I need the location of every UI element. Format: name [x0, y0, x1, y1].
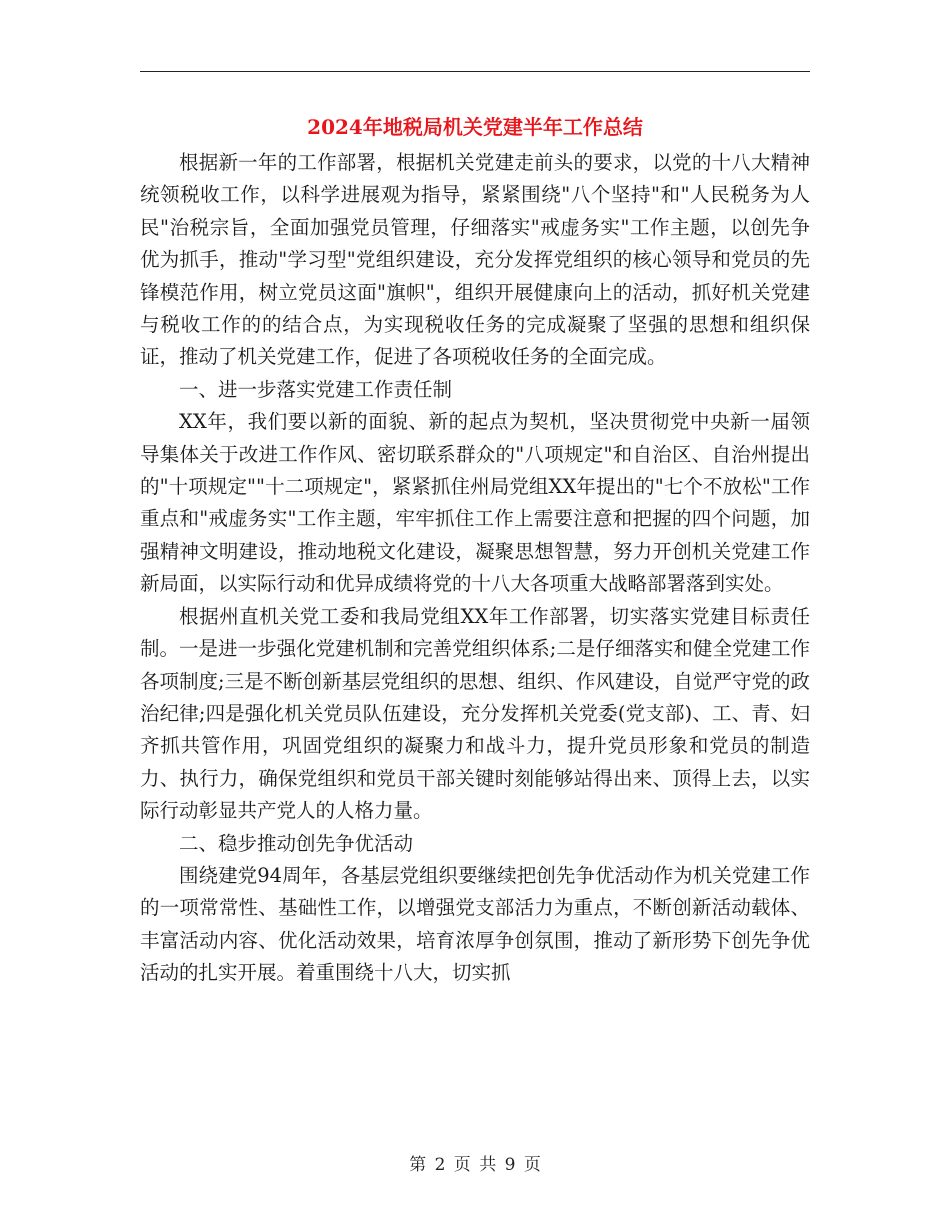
paragraph-section1-a: XX年，我们要以新的面貌、新的起点为契机，坚决贯彻党中央新一届领导集体关于改进工作作风、密切联系群众的"八项规定"和自治区、自治州提出的"十项规定""十二项规定"，紧紧抓住州局党组XX年提出的"七个不放松"工作重点和"戒虚务实"工作主题，牢牢抓住工作上需要注意和把握的四个问题，加强精神文明建设，推动地税文化建设，凝聚思想智慧，努力开创机关党建工作新局面，以实际行动和优异成绩将党的十八大各项重大战略部署落到实处。 — [140, 410, 810, 596]
document-body — [140, 147, 810, 990]
page-number-footer: 第 2 页 共 9 页 — [409, 1155, 541, 1175]
document-title: 2024年地税局机关党建半年工作总结 — [307, 115, 643, 139]
header-rule — [140, 71, 810, 72]
paragraph-section1-b: 根据州直机关党工委和我局党组XX年工作部署，切实落实党建目标责任制。一是进一步强化党建机制和完善党组织体系;二是仔细落实和健全党建工作各项制度;三是不断创新基层党组织的思想、组织、作风建设，自觉严守党的政治纪律;四是强化机关党员队伍建设，充分发挥机关党委(党支部)、工、青、妇齐抓共管作用，巩固党组织的凝聚力和战斗力，提升党员形象和党员的制造力、执行力，确保党组织和党员干部关键时刻能够站得出来、顶得上去，以实际行动彰显共产党人的人格力量。 — [140, 604, 810, 823]
section-heading-2: 二、稳步推动创先争优活动 — [179, 831, 414, 855]
paragraph-intro: 根据新一年的工作部署，根据机关党建走前头的要求，以党的十八大精神统领税收工作，以科学进展观为指导，紧紧围绕"八个坚持"和"人民税务为人民"治税宗旨，全面加强党员管理，仔细落实"戒虚务实"工作主题，以创先争优为抓手，推动"学习型"党组织建设，充分发挥党组织的核心领导和党员的先锋模范作用，树立党员这面"旗帜"，组织开展健康向上的活动，抓好机关党建与税收工作的的结合点，为实现税收任务的完成凝聚了坚强的思想和组织保证，推动了机关党建工作，促进了各项税收任务的全面完成。 — [140, 151, 810, 369]
paragraph-section2-a: 围绕建党94周年，各基层党组织要继续把创先争优活动作为机关党建工作的一项常常性、基础性工作，以增强党支部活力为重点，不断创新活动载体、丰富活动内容、优化活动效果，培育浓厚争创氛围，推动了新形势下创先争优活动的扎实开展。着重围绕十八大，切实抓 — [140, 863, 810, 985]
section-heading-1: 一、进一步落实党建工作责任制 — [179, 377, 453, 401]
